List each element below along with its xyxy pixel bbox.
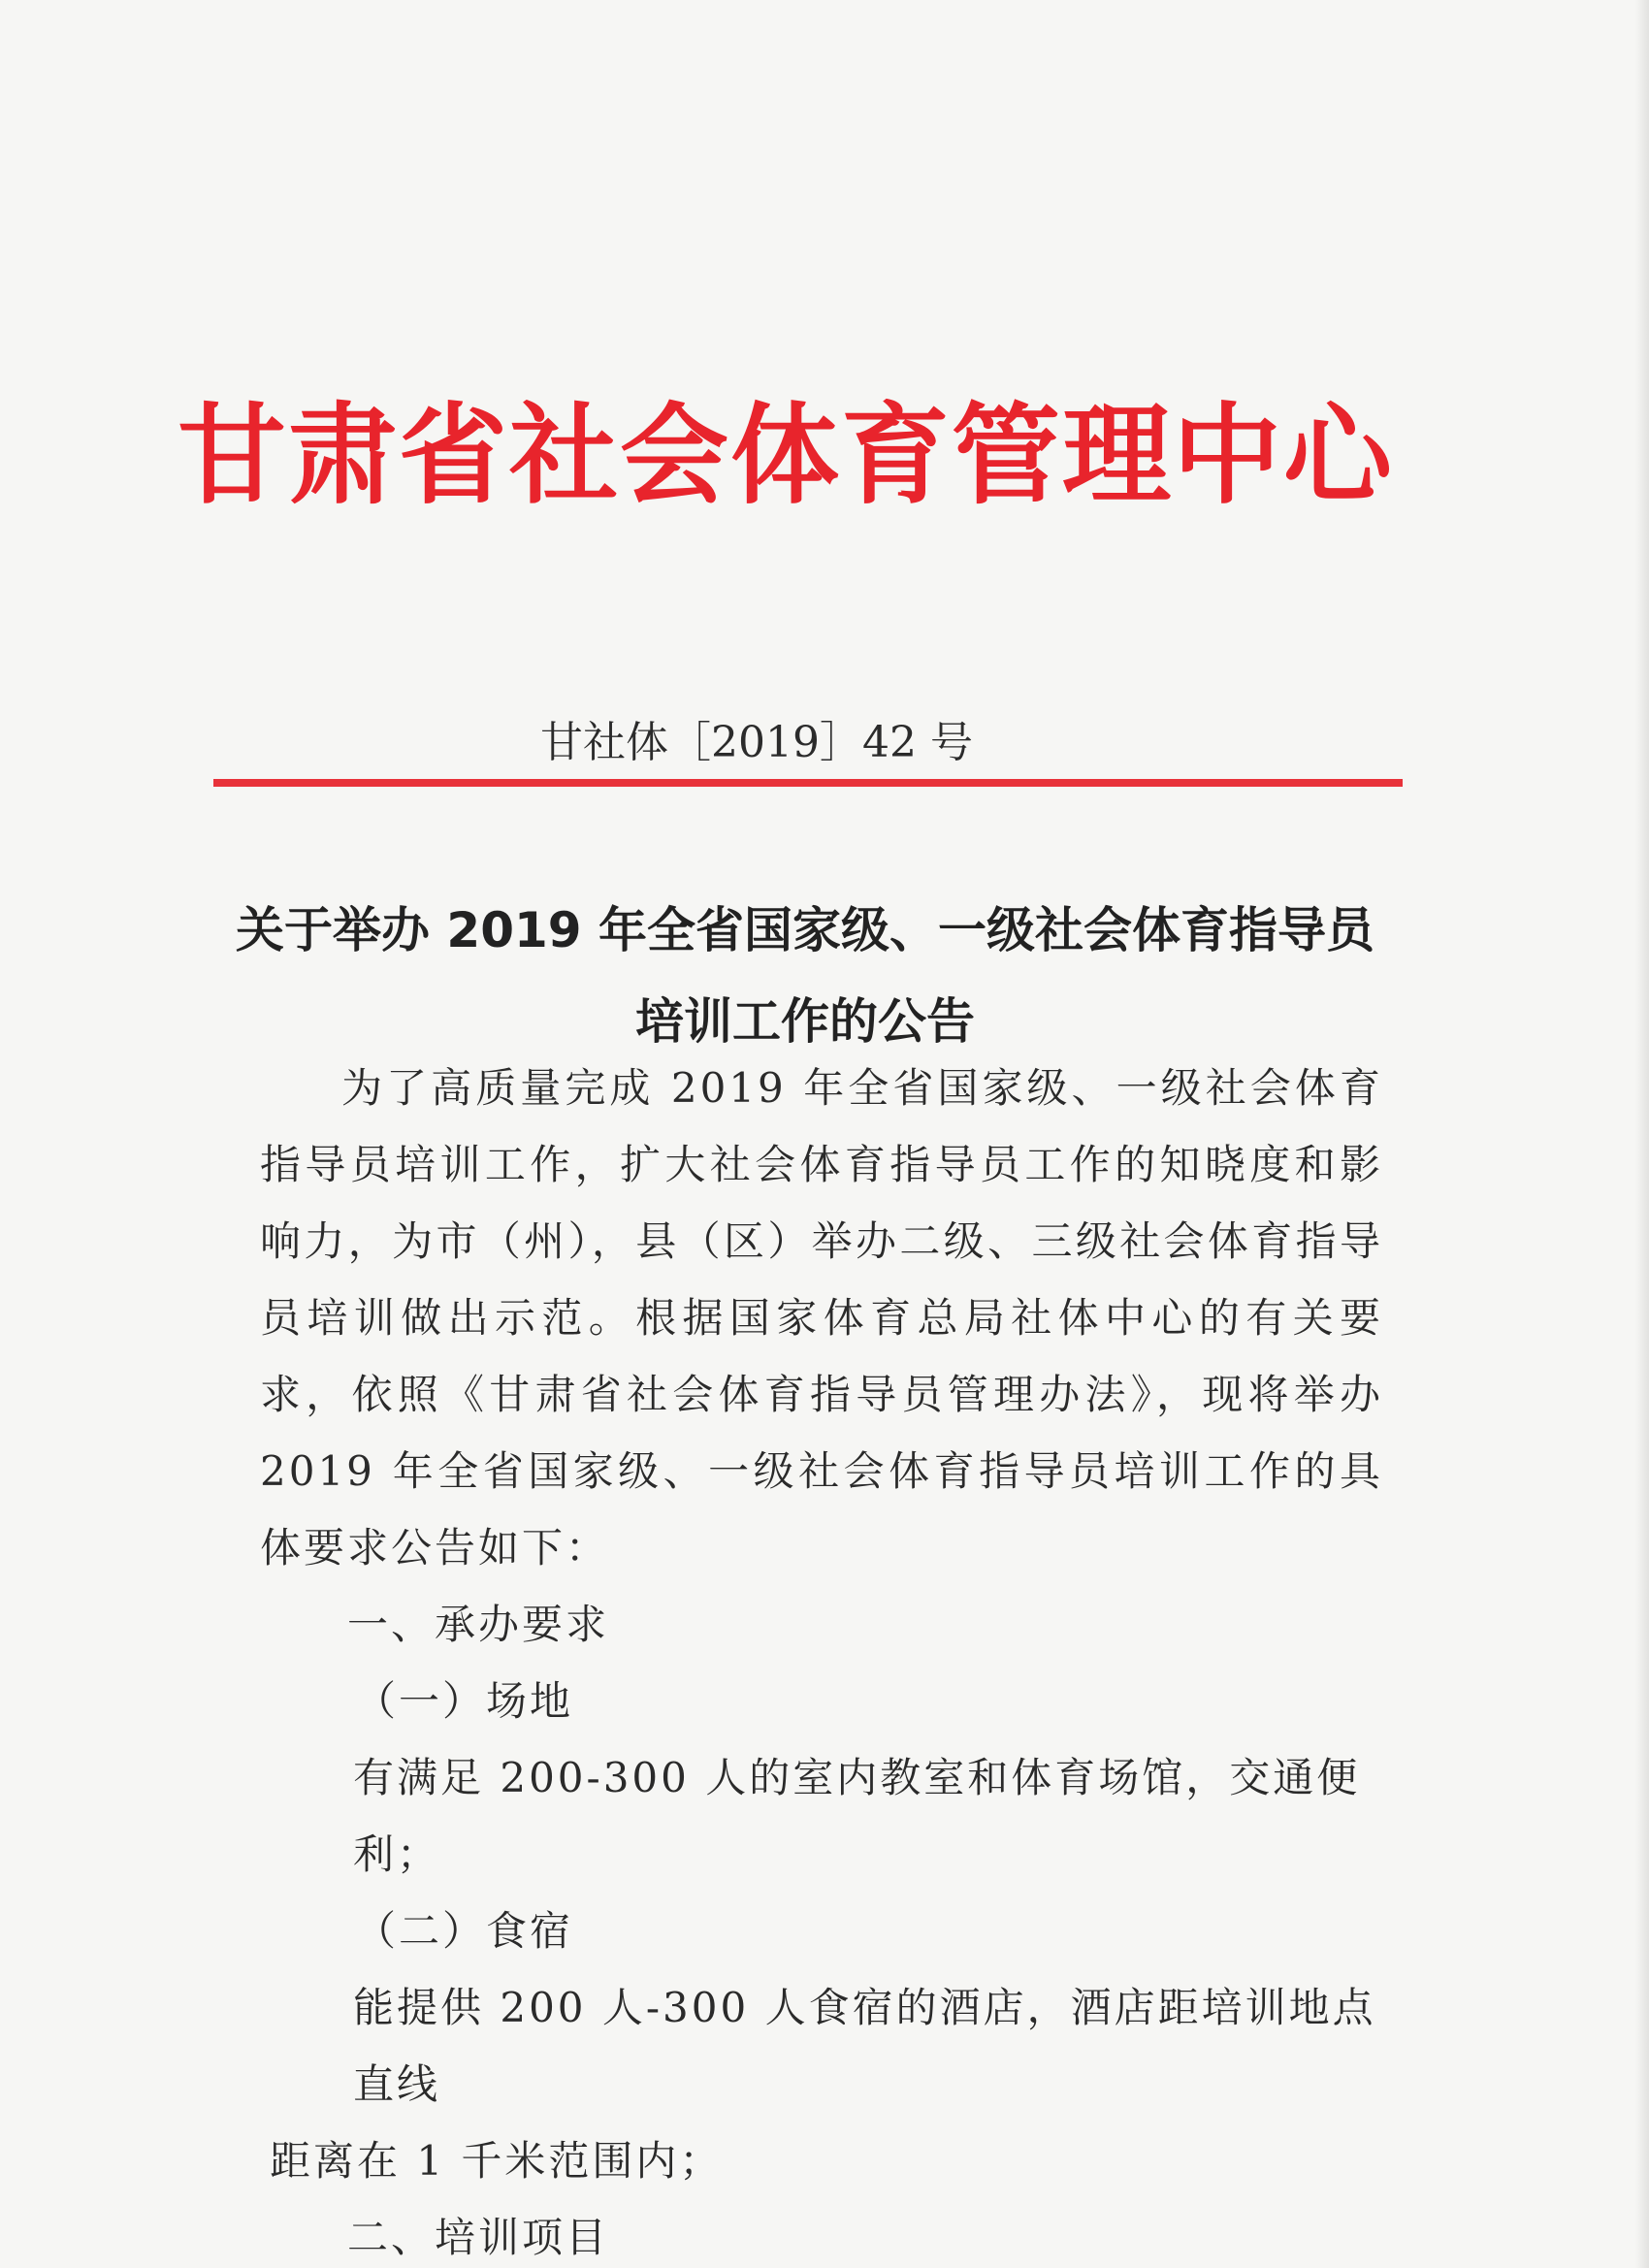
section-2-heading: 二、培训项目: [347, 2214, 610, 2261]
section-1-sub-1-text: 有满足 200-300 人的室内教室和体育场馆，交通便利；: [353, 1754, 1361, 1878]
section-1-sub-1-heading: （一）场地: [355, 1677, 574, 1725]
notice-title: [194, 885, 1416, 1067]
organization-title: 甘肃省社会体育管理中心: [178, 392, 1394, 519]
red-divider-line: [213, 779, 1403, 787]
notice-title-line-2: 培训工作的公告: [635, 993, 975, 1050]
section-1-sub-2-text-line-2: 距离在 1 千米范围内；: [270, 2137, 724, 2185]
intro-paragraph: 为了高质量完成 2019 年全省国家级、一级社会体育指导员培训工作，扩大社会体育指导员工作的知晓度和影响力，为市（州），县（区）举办二级、三级社会体育指导员培训做出示范。根据国家体育总局社体中心的有关要求，依照《甘肃省社会体育指导员管理办法》，现将举办 2019 年全省国家级、一级社会体育指导员培训工作的具体要求公告如下：: [260, 1064, 1383, 1571]
section-1-sub-2-heading: （二）食宿: [355, 1907, 574, 1955]
document-number: 甘社体［2019］42 号: [540, 718, 973, 767]
document-body: [260, 1050, 1383, 2268]
scan-edge: [1635, 0, 1649, 2268]
section-1-heading: 一、承办要求: [347, 1601, 610, 1648]
section-1-sub-2-text-line-1: 能提供 200 人-300 人食宿的酒店，酒店距培训地点直线: [353, 1984, 1376, 2108]
notice-title-line-1: 关于举办 2019 年全省国家级、一级社会体育指导员: [236, 902, 1374, 958]
